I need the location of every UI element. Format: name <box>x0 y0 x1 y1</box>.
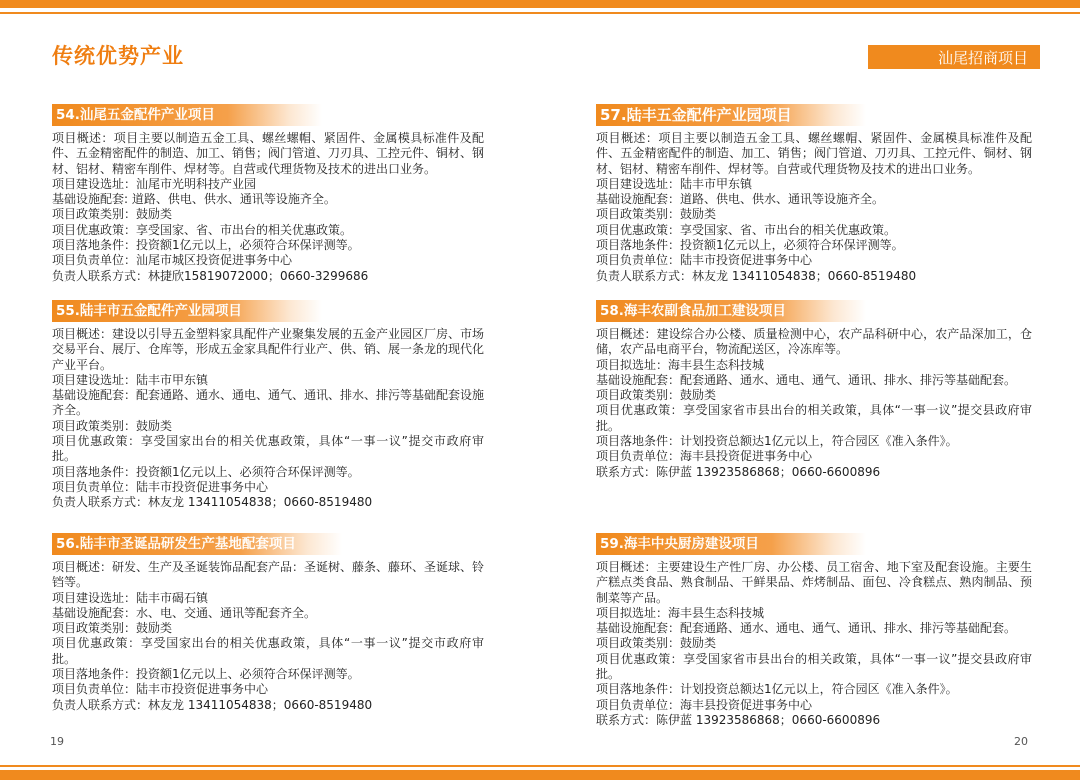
project-section-56 <box>52 533 484 713</box>
project-incentives: 项目优惠政策：享受国家、省、市出台的相关优惠政策。 <box>596 222 897 237</box>
project-policy-category: 项目政策类别：鼓励类 <box>52 207 173 222</box>
project-responsible-unit: 项目负责单位：汕尾市城区投资促进事务中心 <box>52 253 293 268</box>
project-incentives: 项目优惠政策：享受国家出台的相关优惠政策，具体“一事一议”提交市政府审批。 <box>52 434 484 464</box>
project-incentives: 项目优惠政策：享受国家、省、市出台的相关优惠政策。 <box>52 222 353 237</box>
top-accent-bar <box>0 0 1080 8</box>
project-infrastructure: 基础设施配套：水、电、交通、通讯等配套齐全。 <box>52 605 317 620</box>
project-overview: 项目概述：建设综合办公楼、质量检测中心，农产品科研中心，农产品深加工，仓储，农产品电商平台，物流配送区，冷冻库等。 <box>596 327 1032 357</box>
project-site: 项目建设选址：陆丰市碣石镇 <box>52 590 209 605</box>
project-conditions: 项目落地条件：投资额1亿元以上、必须符合环保评测等。 <box>52 667 360 682</box>
project-responsible-unit: 项目负责单位：海丰县投资促进事务中心 <box>596 697 813 712</box>
section-heading: 55.陆丰市五金配件产业园项目 <box>52 300 322 322</box>
project-contact: 负责人联系方式：林友龙 13411054838；0660-8519480 <box>52 495 373 510</box>
project-conditions: 项目落地条件：投资额1亿元以上、必须符合环保评测等。 <box>52 464 360 479</box>
brand-tag-label: 汕尾招商项目 <box>937 48 1028 67</box>
project-overview: 项目概述：建设以引导五金塑料家具配件产业聚集发展的五金产业园区厂房、市场交易平台、展厅、仓库等，形成五金家具配件行业产、供、销、展一条龙的现代化产业平台。 <box>52 327 485 372</box>
project-section-57 <box>596 104 1032 284</box>
section-heading: 57.陆丰五金配件产业园项目 <box>596 104 866 126</box>
project-overview: 项目概述：主要建设生产性厂房、办公楼、员工宿舍、地下室及配套设施。主要生产糕点类食品、熟食制品、干鲜果品、炸烤制品、面包、冷食糕点、熟肉制品、预制菜等产品。 <box>596 560 1032 605</box>
project-responsible-unit: 项目负责单位：陆丰市投资促进事务中心 <box>52 682 269 697</box>
brand-tag <box>868 45 1040 69</box>
project-section-55 <box>52 300 484 511</box>
project-site: 项目建设选址：汕尾市光明科技产业园 <box>52 176 257 191</box>
project-infrastructure: 基础设施配套：配套通路、通水、通电、通气、通讯、排水、排污等基础配套设施齐全。 <box>52 388 485 418</box>
section-body <box>52 327 484 511</box>
project-section-54 <box>52 104 484 284</box>
section-heading: 58.海丰农副食品加工建设项目 <box>596 300 866 322</box>
section-body <box>52 560 484 713</box>
project-policy-category: 项目政策类别：鼓励类 <box>596 207 717 222</box>
project-contact: 联系方式：陈伊蓝 13923586868；0660-6600896 <box>596 464 881 479</box>
top-accent-line <box>0 12 1080 14</box>
project-overview: 项目概述：研发、生产及圣诞装饰品配套产品：圣诞树、藤条、藤环、圣诞球、铃铛等。 <box>52 560 485 590</box>
project-infrastructure: 基础设施配套：配套通路、通水、通电、通气、通讯、排水、排污等基础配套。 <box>596 621 1017 636</box>
project-incentives: 项目优惠政策：享受国家省市县出台的相关政策，具体“一事一议”提交县政府审批。 <box>596 403 1032 433</box>
project-contact: 联系方式：陈伊蓝 13923586868；0660-6600896 <box>596 712 881 727</box>
project-conditions: 项目落地条件：投资额1亿元以上，必须符合环保评测等。 <box>52 238 360 253</box>
project-section-59 <box>596 533 1032 728</box>
project-incentives: 项目优惠政策：享受国家出台的相关优惠政策，具体“一事一议”提交市政府审批。 <box>52 636 484 666</box>
project-responsible-unit: 项目负责单位：陆丰市投资促进事务中心 <box>596 253 813 268</box>
project-policy-category: 项目政策类别：鼓励类 <box>52 418 173 433</box>
section-body <box>52 131 484 284</box>
project-conditions: 项目落地条件：计划投资总额达1亿元以上，符合园区《准入条件》。 <box>596 434 958 449</box>
page-title: 传统优势产业 <box>52 44 184 68</box>
project-contact: 负责人联系方式：林友龙 13411054838；0660-8519480 <box>52 697 373 712</box>
section-body <box>596 131 1032 284</box>
page-number-left: 19 <box>50 735 64 748</box>
section-heading: 54.汕尾五金配件产业项目 <box>52 104 322 126</box>
project-site: 项目建设选址：陆丰市甲东镇 <box>596 176 753 191</box>
section-heading: 56.陆丰市圣诞品研发生产基地配套项目 <box>52 533 342 555</box>
project-infrastructure: 基础设施配套：道路、供电、供水、通讯等设施齐全。 <box>596 192 885 207</box>
project-policy-category: 项目政策类别：鼓励类 <box>52 621 173 636</box>
project-infrastructure: 基础设施配套：配套通路、通水、通电、通气、通讯、排水、排污等基础配套。 <box>596 372 1017 387</box>
project-site: 项目拟选址：海丰县生态科技城 <box>596 605 765 620</box>
page-number-right: 20 <box>1014 735 1028 748</box>
bottom-accent-line <box>0 765 1080 767</box>
project-conditions: 项目落地条件：投资额1亿元以上，必须符合环保评测等。 <box>596 238 904 253</box>
bottom-accent-bar <box>0 770 1080 780</box>
project-overview: 项目概述：项目主要以制造五金工具、螺丝螺帽、紧固件、金属模具标准件及配件、五金精密配件的制造、加工、销售；阀门管道、刀刃具、工控元件、铜材、钢材、铝材、精密车削件、焊材等。自营或代理货物及技术的进出口业务。 <box>596 131 1032 176</box>
project-section-58 <box>596 300 1032 480</box>
project-conditions: 项目落地条件：计划投资总额达1亿元以上，符合园区《准入条件》。 <box>596 682 958 697</box>
project-incentives: 项目优惠政策：享受国家省市县出台的相关政策，具体“一事一议”提交县政府审批。 <box>596 651 1032 682</box>
section-heading: 59.海丰中央厨房建设项目 <box>596 533 866 555</box>
project-responsible-unit: 项目负责单位：海丰县投资促进事务中心 <box>596 449 813 464</box>
project-policy-category: 项目政策类别：鼓励类 <box>596 388 717 403</box>
section-body <box>596 327 1032 480</box>
project-policy-category: 项目政策类别：鼓励类 <box>596 636 717 651</box>
section-body <box>596 560 1032 728</box>
project-contact: 负责人联系方式：林捷欣15819072000；0660-3299686 <box>52 268 369 283</box>
project-contact: 负责人联系方式：林友龙 13411054838；0660-8519480 <box>596 268 917 283</box>
project-site: 项目建设选址：陆丰市甲东镇 <box>52 372 209 387</box>
project-responsible-unit: 项目负责单位：陆丰市投资促进事务中心 <box>52 479 269 494</box>
project-infrastructure: 基础设施配套: 道路、供电、供水、通讯等设施齐全。 <box>52 192 336 207</box>
project-site: 项目拟选址：海丰县生态科技城 <box>596 357 765 372</box>
project-overview: 项目概述：项目主要以制造五金工具、螺丝螺帽、紧固件、金属模具标准件及配件、五金精密配件的制造、加工、销售；阀门管道、刀刃具、工控元件、铜材、钢材、铝材、精密车削件、焊材等。自营或代理货物及技术的进出口业务。 <box>52 131 485 176</box>
